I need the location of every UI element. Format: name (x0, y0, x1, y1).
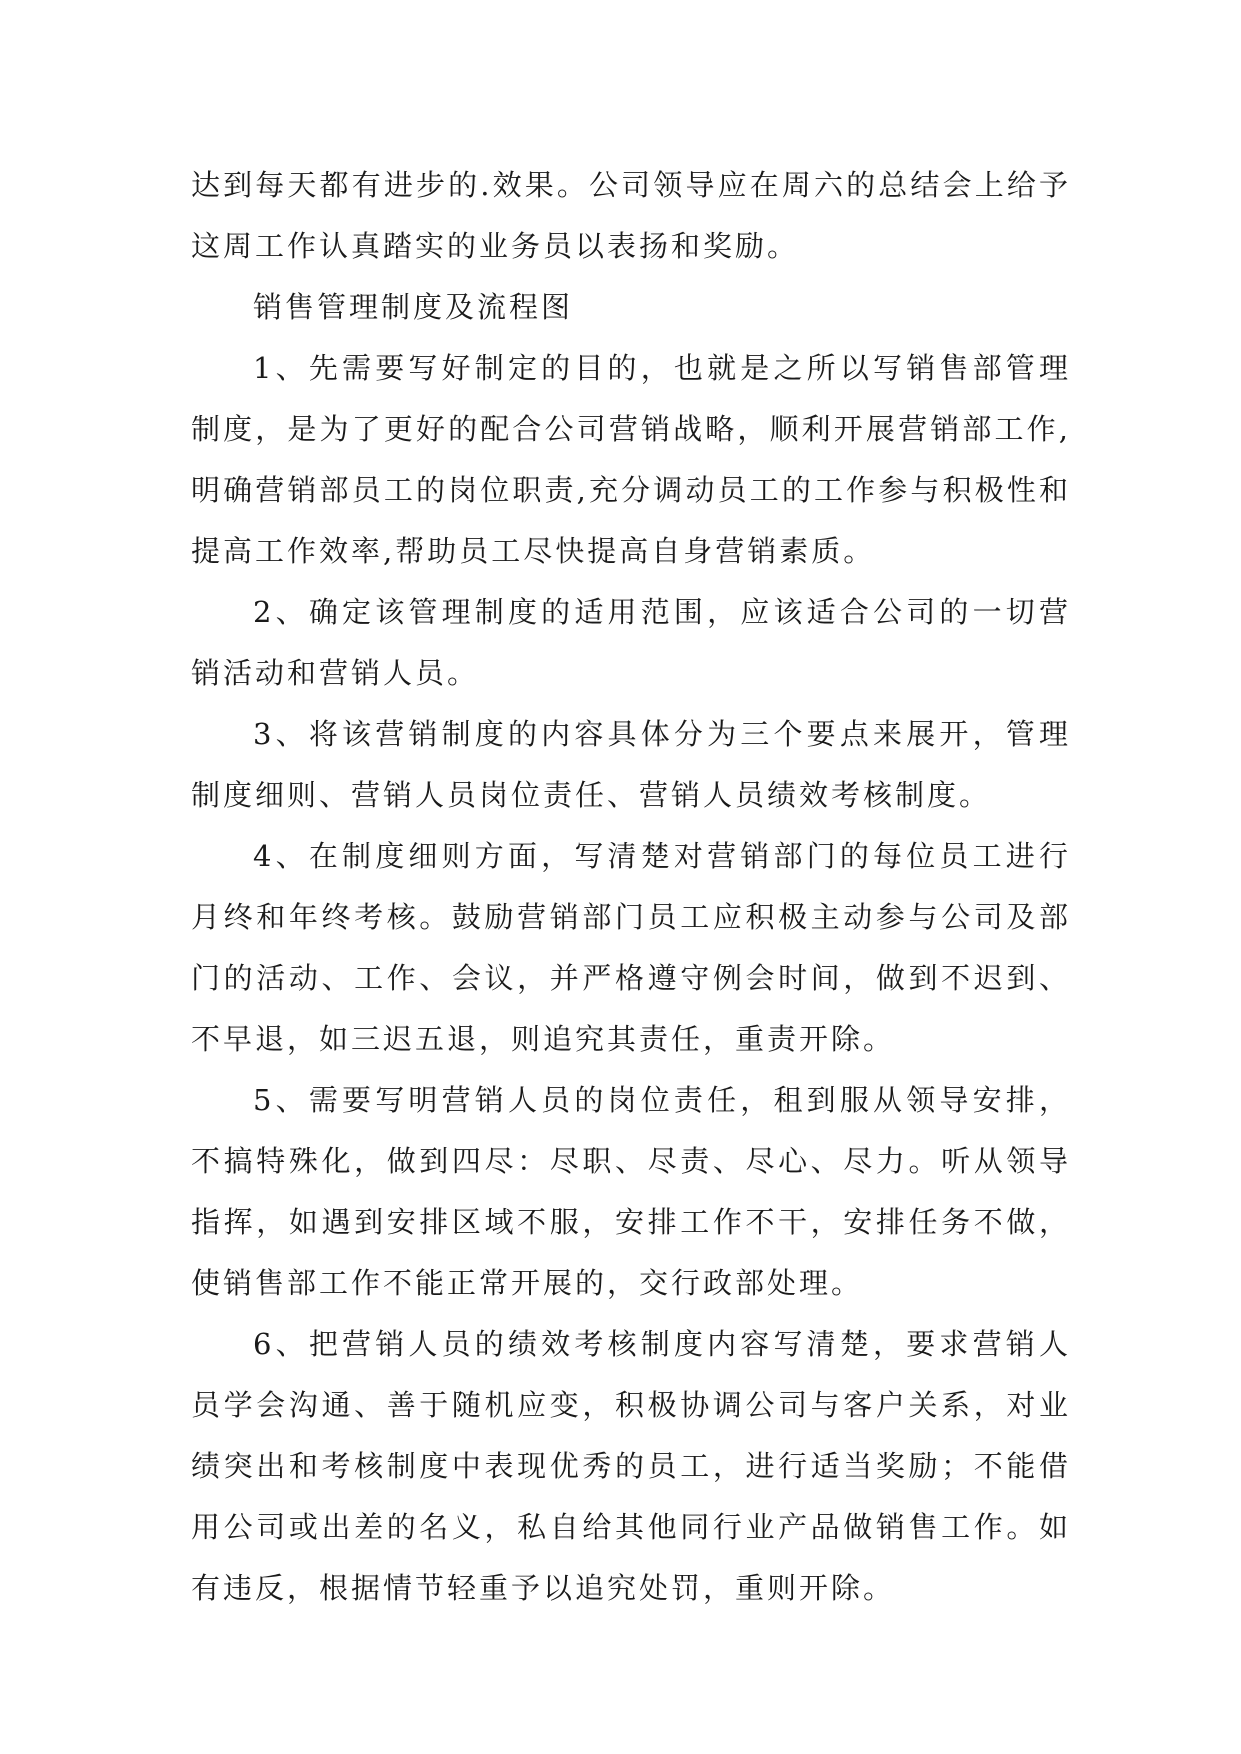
paragraph-continuation: 达到每天都有进步的.效果。公司领导应在周六的总结会上给予这周工作认真踏实的业务员以表扬和奖励。 (191, 168, 1071, 263)
section-heading: 销售管理制度及流程图 (253, 290, 574, 324)
paragraph-item-3: 3、将该营销制度的内容具体分为三个要点来展开，管理制度细则、营销人员岗位责任、营销人员绩效考核制度。 (191, 717, 1071, 812)
paragraph-item-1: 1、先需要写好制定的目的，也就是之所以写销售部管理制度，是为了更好的配合公司营销战略，顺利开展营销部工作,明确营销部员工的岗位职责,充分调动员工的工作参与积极性和提高工作效率,帮助员工尽快提高自身营销素质。 (191, 351, 1071, 568)
paragraph-item-5: 5、需要写明营销人员的岗位责任，租到服从领导安排，不搞特殊化，做到四尽：尽职、尽责、尽心、尽力。听从领导指挥，如遇到安排区域不服，安排工作不干，安排任务不做，使销售部工作不能正常开展的，交行政部处理。 (191, 1083, 1071, 1300)
paragraph-item-2: 2、确定该管理制度的适用范围，应该适合公司的一切营销活动和营销人员。 (191, 595, 1071, 690)
document-body (191, 155, 1071, 1619)
paragraph-item-6: 6、把营销人员的绩效考核制度内容写清楚，要求营销人员学会沟通、善于随机应变，积极协调公司与客户关系，对业绩突出和考核制度中表现优秀的员工，进行适当奖励；不能借用公司或出差的名义，私自给其他同行业产品做销售工作。如有违反，根据情节轻重予以追究处罚，重则开除。 (191, 1327, 1071, 1605)
paragraph-item-4: 4、在制度细则方面，写清楚对营销部门的每位员工进行月终和年终考核。鼓励营销部门员工应积极主动参与公司及部门的活动、工作、会议，并严格遵守例会时间，做到不迟到、不早退，如三迟五退，则追究其责任，重责开除。 (191, 839, 1071, 1056)
